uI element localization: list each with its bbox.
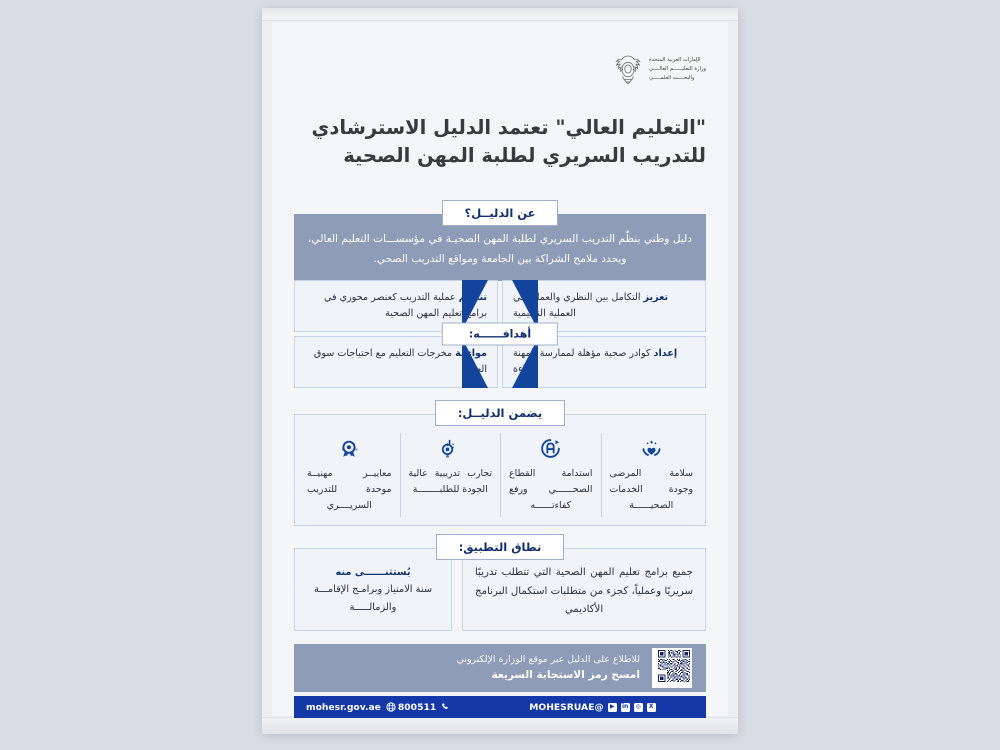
ministry-logo [614, 54, 706, 86]
logo-line-1: الإمارات العربية المتحدة [648, 57, 701, 64]
footer-handle-label: @MOHESRUAE [529, 701, 604, 713]
qr-band [294, 644, 706, 692]
instagram-icon-glyph: ◎ [635, 703, 641, 710]
footer-bar [294, 696, 706, 718]
linkedin-icon[interactable] [621, 703, 630, 712]
scope-exception-rest: سنة الامتياز وبرامـج الإقامـــة والزمالـــــة [313, 584, 433, 613]
globe-icon [386, 702, 396, 712]
scope-section [294, 534, 706, 631]
objective-bottom-left-rest: كوادر صحية مؤهلة لممارسة المهنة بكفاءة [513, 348, 654, 375]
instagram-icon[interactable] [634, 703, 643, 712]
objective-top-left-lead: تعزيز [643, 292, 669, 304]
about-body: دليل وطني ينظّم التدريب السريري لطلبة المهن الصحيـة في مؤسســـات التعليم العالي، ويحدد ملامح الشراكة بين الجامعة ومواقع التدريب الصحي. [294, 214, 706, 281]
footer-website[interactable] [306, 702, 396, 713]
qr-text [308, 652, 640, 684]
about-chip: عن الدليــل؟ [442, 200, 559, 226]
qr-line-2: امسح رمز الاستجابة السريعة [491, 669, 640, 682]
guarantees-grid [294, 414, 706, 526]
scope-main-text: جميع برامج تعليم المهن الصحية التي تتطلب تدريبًا سريريًا وعملياً، كجزء من متطلبات استكمال البرنامج الأكاديمي [462, 548, 706, 631]
objectives-section [294, 280, 706, 388]
objectives-chip: أهدافــــــه: [442, 323, 558, 346]
guarantee-text-2: تجارب تدريبية عالية الجودة للطلبــــــــة [408, 468, 492, 496]
footer-social[interactable] [529, 702, 655, 713]
footer-website-label: mohesr.gov.ae [306, 701, 381, 713]
objective-bottom-right-rest: مخرجات التعليم مع احتياجات سوق العمل [313, 348, 487, 375]
guarantees-section [294, 400, 706, 526]
footer-phone-label: 800511 [397, 701, 437, 713]
guarantees-chip: يضمن الدليــل: [435, 400, 565, 426]
youtube-icon[interactable] [608, 703, 617, 712]
page-title: "التعليم العالي" تعتمد الدليل الاسترشادي للتدريب السريري لطلبة المهن الصحية [311, 116, 706, 167]
footer-phone[interactable] [398, 702, 451, 713]
objective-top-right-rest: عملية التدريب كعنصر محوري في برامج تعليم المهن الصحية [323, 292, 487, 319]
youtube-icon-glyph: ▶ [609, 703, 615, 710]
scope-body [294, 548, 706, 631]
lightbulb-quality-icon [409, 437, 493, 459]
banner-bottom-rail [262, 717, 738, 734]
guarantee-item-3 [500, 433, 601, 517]
award-badge-check-icon [307, 437, 392, 459]
arrow-triangle-bottom-left-icon [462, 338, 488, 388]
ministry-logo-text [649, 57, 706, 82]
guarantee-text-1: معاييــر مهنيــة موحدة للتدريب السريــــري [307, 468, 392, 512]
guarantee-text-3: استدامة القطاع الصحــــــي ورفع كفاءتــــــه [509, 468, 593, 512]
qr-code[interactable] [652, 648, 692, 688]
guarantee-item-2 [400, 433, 501, 517]
x-twitter-icon[interactable] [647, 703, 656, 712]
poster-sheet [272, 22, 728, 716]
x-icon-glyph: X [648, 703, 654, 710]
logo-line-2: وزارة التعليــــــم العالــــي [648, 66, 706, 73]
logo-line-3: والبحــــث العلمـــــي [648, 74, 695, 81]
linkedin-icon-glyph: in [621, 703, 629, 710]
about-section [294, 200, 706, 281]
rollup-banner [262, 8, 738, 734]
objective-bottom-right-lead: مواءمة [455, 348, 487, 360]
heart-in-hands-icon [610, 437, 694, 459]
objective-top-right-lead: تنظيم [458, 292, 487, 304]
sustainability-circle-icon [509, 437, 593, 459]
guarantee-item-4 [601, 433, 702, 517]
arrow-triangle-bottom-right-icon [512, 338, 538, 388]
guarantee-text-4: سلامة المرضى وجودة الخدمات الصحيــــــة [609, 468, 693, 512]
scope-exception [294, 548, 452, 631]
objective-top-left-rest: التكامل بين النظري والعملي في العملية التعليمية [513, 292, 644, 319]
phone-icon [441, 702, 451, 712]
scope-exception-lead: يُستثنــــــى منه [335, 567, 411, 578]
scope-chip: نطاق التطبيق: [436, 534, 565, 560]
banner-top-rail [262, 8, 738, 21]
qr-line-1: للاطلاع على الدليل عبر موقع الوزارة الإلكتروني [456, 654, 640, 665]
guarantee-item-1 [299, 433, 400, 517]
uae-falcon-emblem-icon [614, 54, 642, 86]
objective-bottom-left-lead: إعداد [653, 348, 678, 360]
